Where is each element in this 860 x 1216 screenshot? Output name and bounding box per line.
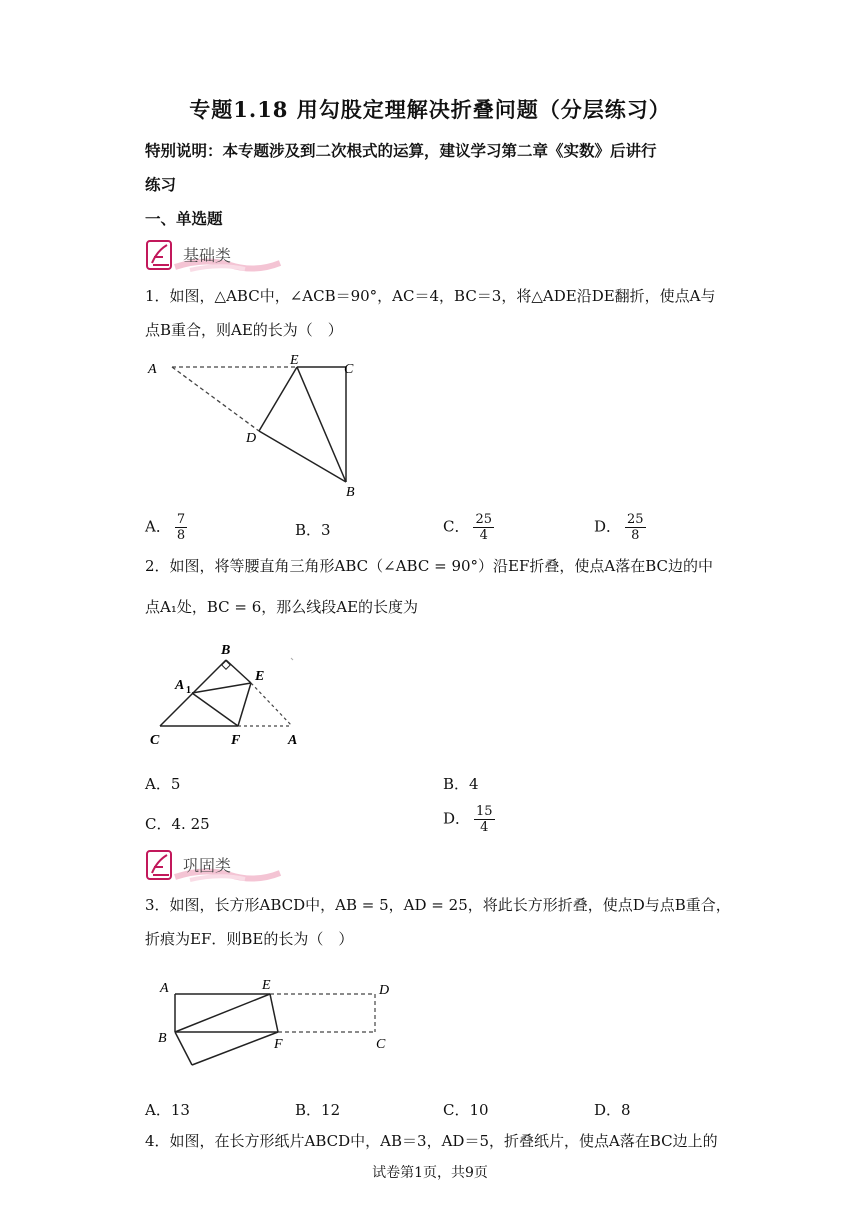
q1-option-d-fraction: $\frac{25}{8}$: [627, 512, 644, 543]
q4-text-line1: 4．如图，在长方形纸片ABCD中，AB＝3，AD＝5，折叠纸片，使点A落在BC边上的: [145, 1132, 718, 1150]
q1-seg-AD-dashed: [172, 367, 259, 431]
q2-option-b-label: B．: [443, 775, 470, 793]
q1-label-D: D: [246, 431, 257, 446]
page-title: 专题1.18 用勾股定理解决折叠问题（分层练习）: [189, 97, 671, 122]
banner-basic-label: 基础类: [183, 246, 232, 265]
q3-figure: [150, 970, 400, 1080]
q3-seg-EF: [270, 994, 278, 1032]
q1-option-d[interactable]: [594, 512, 646, 543]
q2-label-B: B: [221, 643, 231, 658]
q2-label-A1-subscript: 1: [186, 685, 191, 696]
special-note-line1: 特别说明：本专题涉及到二次根式的运算，建议学习第二章《实数》后讲行: [145, 141, 657, 160]
q3-text-line1: 3．如图，长方形ABCD中，AB = 5，AD = 25，将此长方形折叠，使点D与点B重合，: [145, 896, 731, 914]
q3-label-C: C: [376, 1037, 386, 1052]
q2-option-a-label: A．: [145, 775, 171, 793]
q1-option-a[interactable]: [145, 512, 187, 543]
q3-option-c-label: C．: [443, 1101, 470, 1119]
q1-option-d-label: D．: [594, 517, 622, 536]
page-footer: 试卷第1页，共9页: [372, 1165, 488, 1181]
q2-option-d[interactable]: [443, 804, 495, 835]
q3-label-F: F: [274, 1037, 283, 1052]
q3-option-c[interactable]: [443, 1099, 489, 1120]
q1-option-b[interactable]: [295, 519, 331, 540]
q2-option-c[interactable]: [145, 813, 210, 834]
section-heading: 一、单选题: [145, 209, 223, 228]
q2-option-b[interactable]: [443, 773, 479, 794]
q1-option-c[interactable]: [443, 512, 494, 543]
q3-label-B: B: [158, 1031, 167, 1046]
q2-option-c-value: 4. 25: [171, 815, 210, 833]
q2-seg-EF: [238, 683, 251, 726]
q2-label-A1: A: [175, 678, 185, 693]
q1-seg-ED: [259, 367, 297, 431]
q2-option-b-value: 4: [469, 775, 479, 793]
banner-consolidate: [145, 847, 285, 883]
q1-option-a-fraction: $\frac{7}{8}$: [176, 512, 186, 543]
q2-option-a-value: 5: [170, 775, 181, 793]
banner-basic: [145, 237, 285, 273]
q3-option-a-label: A．: [145, 1101, 171, 1119]
q3-option-b-value: 12: [321, 1101, 341, 1119]
q3-option-a-value: 13: [170, 1101, 190, 1119]
q3-seg-BE: [175, 994, 270, 1032]
q2-seg-BE: [226, 660, 251, 683]
q1-text-line1: 1．如图，△ABC中，∠ACB＝90°，AC＝4，BC＝3，将△ADE沿DE翻折，使点A与: [145, 287, 716, 305]
q2-text-line2: 点A₁处，BC = 6，那么线段AE的长度为: [145, 598, 419, 616]
q1-text-line2: 点B重合，则AE的长为（ ）: [145, 321, 343, 339]
q3-option-d-value: 8: [621, 1101, 631, 1119]
q1-label-C: C: [344, 362, 354, 377]
q1-label-B: B: [346, 485, 355, 500]
q3-seg-BG: [175, 1032, 192, 1065]
q1-seg-EB: [297, 367, 346, 482]
q2-text-line1: 2．如图，将等腰直角三角形ABC（∠ABC = 90°）沿EF折叠，使点A落在BC边的中: [145, 557, 713, 575]
q2-label-E: E: [255, 669, 265, 684]
q1-option-c-fraction: $\frac{25}{4}$: [475, 512, 493, 543]
banner-consolidate-label: 巩固类: [183, 856, 232, 875]
q3-label-E: E: [262, 978, 271, 993]
q3-option-d-label: D．: [594, 1101, 622, 1119]
q2-option-a[interactable]: [145, 773, 180, 794]
q3-seg-GF: [192, 1032, 278, 1065]
q1-label-E: E: [290, 353, 299, 368]
q3-text-line2: 折痕为EF．则BE的长为（ ）: [145, 930, 354, 948]
q1-option-b-label: B．: [295, 521, 322, 539]
q2-label-A: A: [288, 733, 298, 748]
q3-option-a[interactable]: [145, 1099, 190, 1120]
q1-figure: [140, 352, 370, 502]
q2-label-C: C: [150, 733, 160, 748]
special-note-line2: 练习: [145, 175, 177, 194]
q2-option-d-fraction: $\frac{15}{4}$: [476, 804, 493, 835]
q3-label-D: D: [379, 983, 390, 998]
q2-figure: [145, 636, 315, 751]
q2-seg-EA-dashed: [251, 683, 292, 726]
q2-label-F: F: [231, 733, 241, 748]
q2-option-c-label: C．: [145, 815, 172, 833]
q3-label-A: A: [160, 981, 169, 996]
q2-option-d-label: D．: [443, 809, 471, 828]
q3-option-b-label: B．: [295, 1101, 322, 1119]
q3-option-c-value: 10: [469, 1101, 489, 1119]
q3-option-d[interactable]: [594, 1099, 631, 1120]
q1-option-c-label: C．: [443, 517, 470, 536]
q1-seg-DB: [259, 431, 346, 482]
q2-seg-A1F: [192, 693, 238, 726]
q2-stray-mark: [291, 658, 293, 660]
q1-option-b-value: 3: [321, 521, 331, 539]
q3-option-b[interactable]: [295, 1099, 340, 1120]
q1-label-A: A: [148, 362, 157, 377]
q1-option-a-label: A．: [145, 517, 171, 536]
